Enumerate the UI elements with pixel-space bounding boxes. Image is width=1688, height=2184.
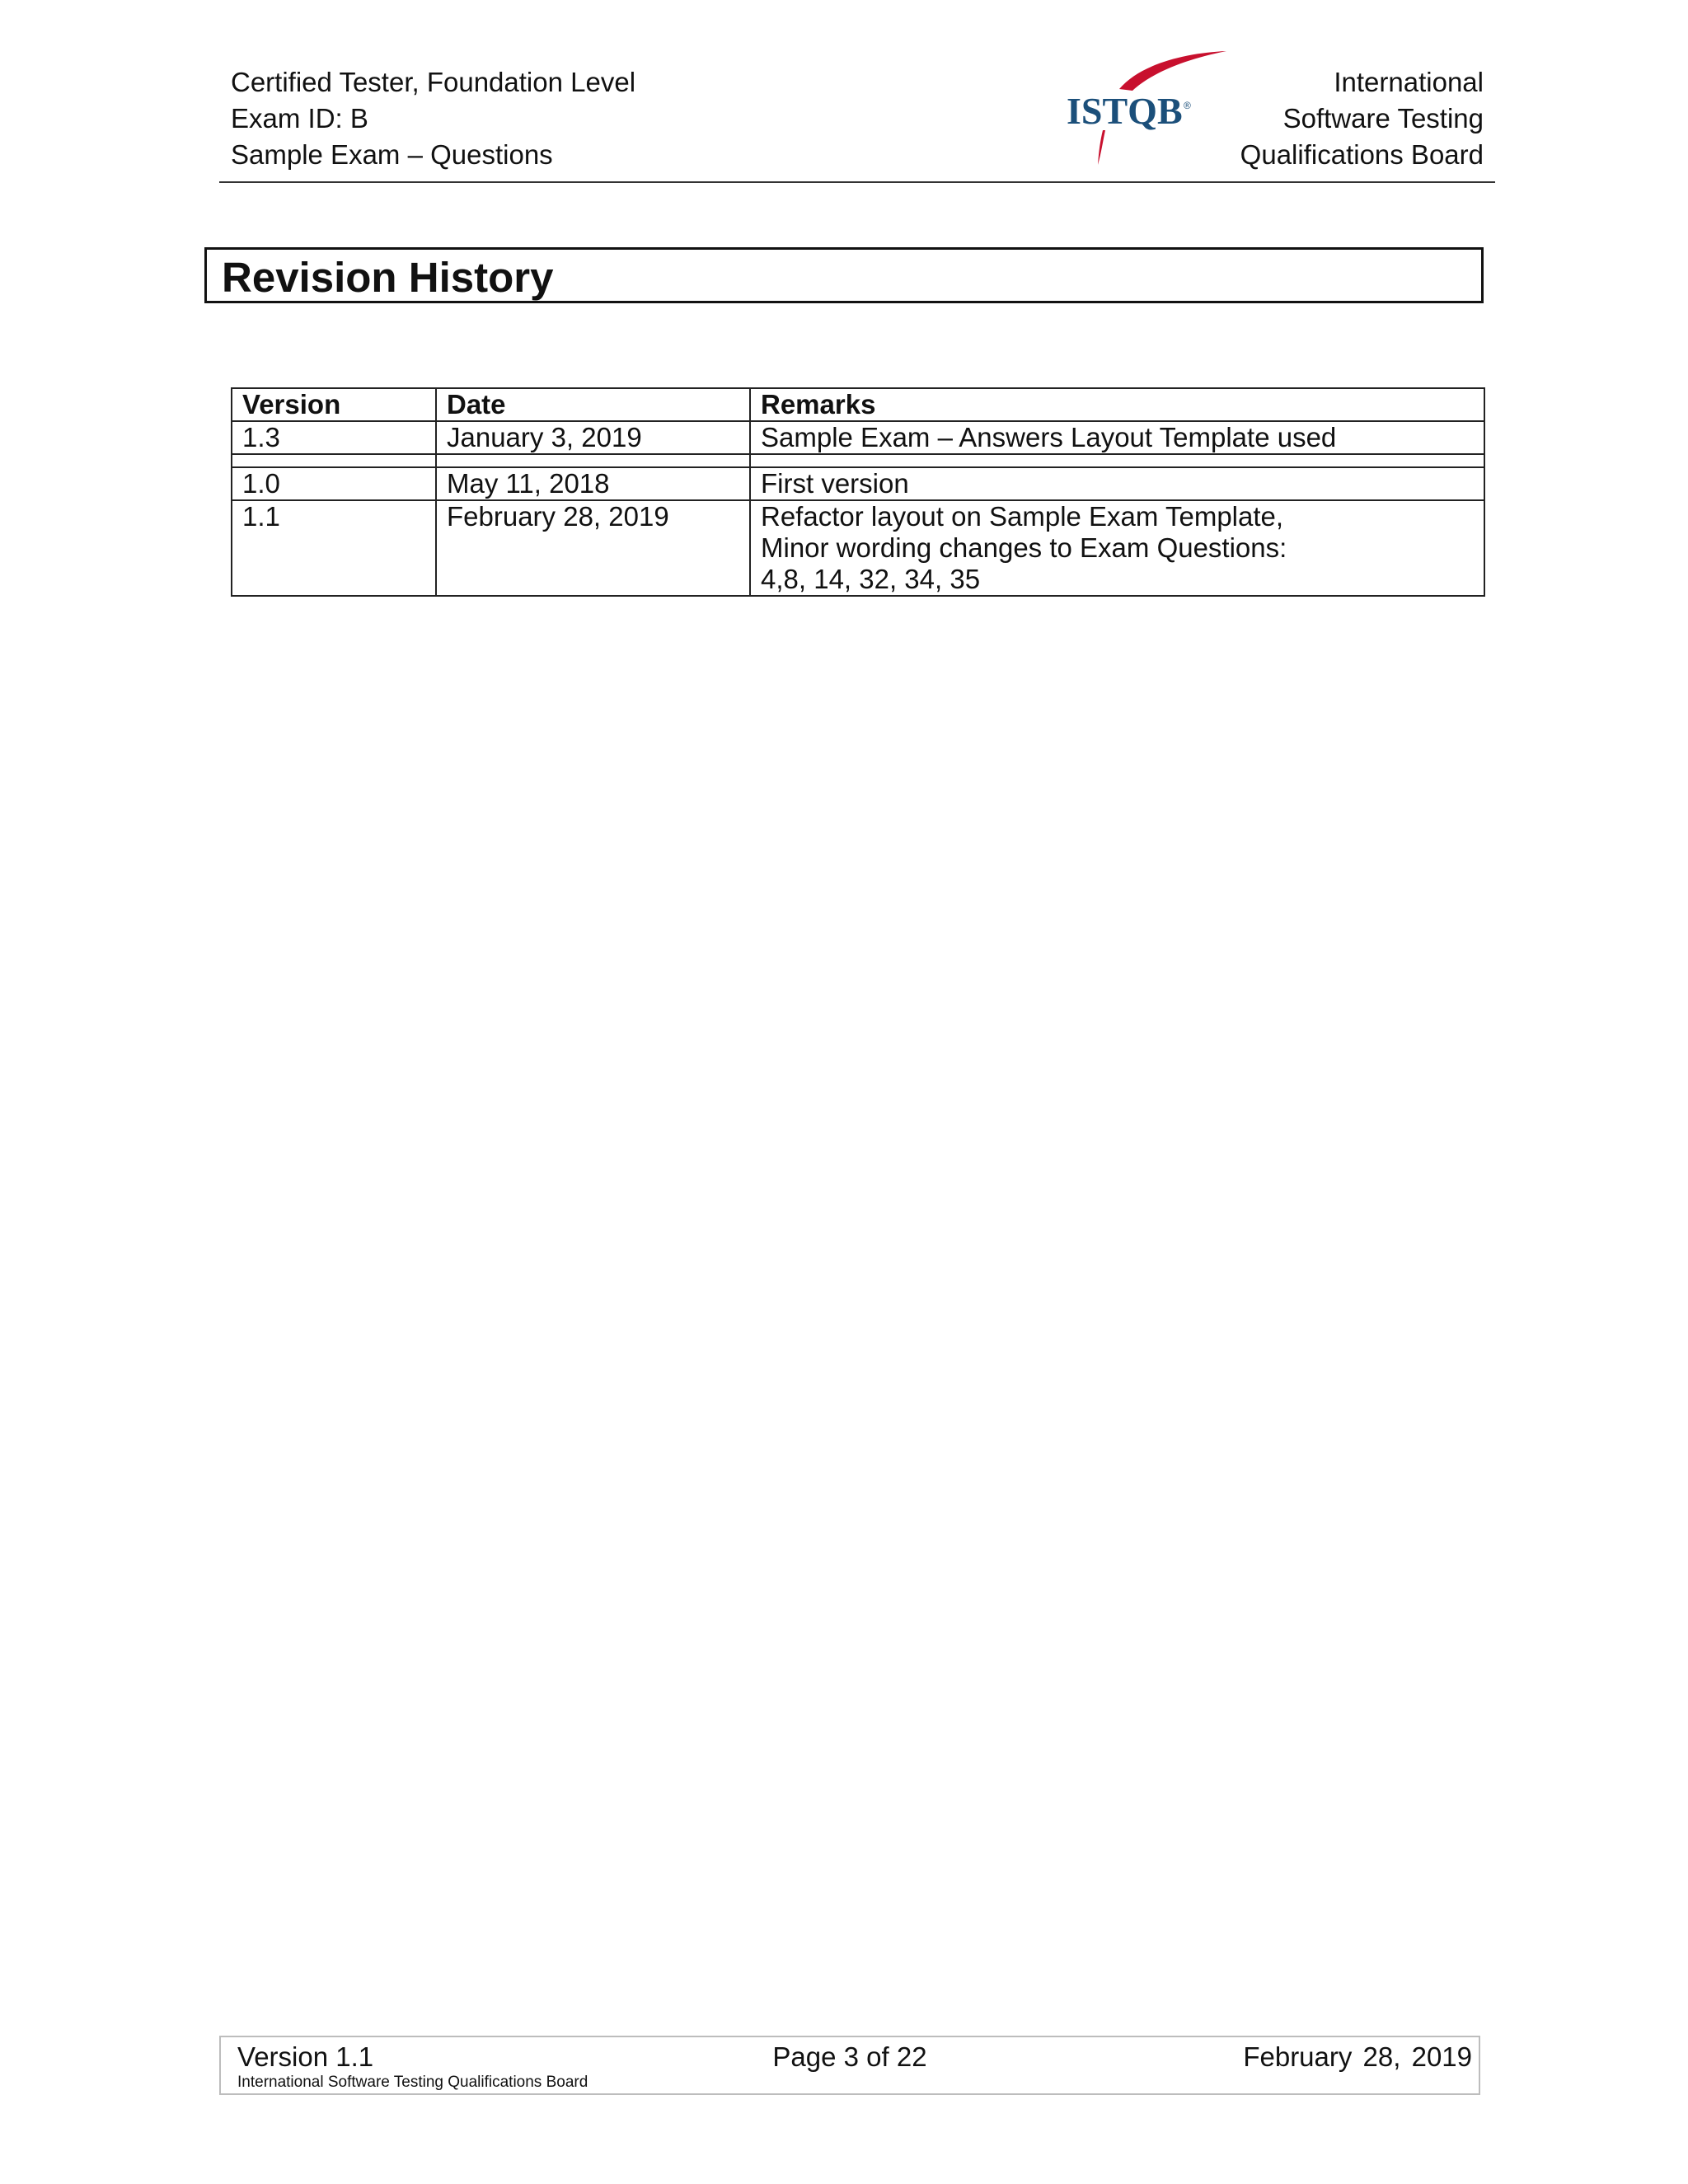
revision-history-table: [231, 387, 1485, 597]
header-right-line-1: International: [1334, 67, 1484, 97]
remark-line: Sample Exam – Answers Layout Template used: [761, 422, 1337, 452]
footer-version: Version 1.1: [237, 2041, 374, 2072]
cell-remarks: [750, 467, 1484, 500]
cell-remarks: [750, 500, 1484, 596]
cell-version: 1.0: [232, 467, 436, 500]
table-row-empty: [232, 454, 1484, 467]
table-row: [232, 467, 1484, 500]
header-left-line-2: Exam ID: B: [231, 103, 368, 134]
cell-remarks: [750, 421, 1484, 454]
header-version: Version: [232, 388, 436, 421]
remark-line: Minor wording changes to Exam Questions:: [761, 532, 1287, 563]
cell-version: 1.1: [232, 500, 436, 596]
header-divider: [219, 181, 1495, 183]
istqb-logo-icon: [1062, 48, 1243, 171]
cell-date: February 28, 2019: [436, 500, 750, 596]
section-title: Revision History: [222, 254, 554, 301]
table-row: [232, 500, 1484, 596]
table-header-row: [232, 388, 1484, 421]
header-date: Date: [436, 388, 750, 421]
remark-line: Refactor layout on Sample Exam Template,: [761, 501, 1284, 532]
footer-organization: International Software Testing Qualifications Board: [237, 2074, 588, 2091]
header-left-line-1: Certified Tester, Foundation Level: [231, 67, 636, 97]
footer-date: February 28, 2019: [1243, 2041, 1472, 2072]
cell-date: [436, 454, 750, 467]
remark-line: First version: [761, 468, 909, 499]
istqb-logo: [1062, 48, 1243, 171]
cell-remarks: [750, 454, 1484, 467]
header-left: [231, 64, 635, 173]
header-remarks: Remarks: [750, 388, 1484, 421]
cell-date: January 3, 2019: [436, 421, 750, 454]
header-right-line-2: Software Testing: [1282, 103, 1484, 134]
header-right-line-3: Qualifications Board: [1240, 139, 1484, 170]
header-right: [1240, 64, 1484, 173]
cell-version: 1.3: [232, 421, 436, 454]
logo-registered-mark: ®: [1184, 100, 1191, 111]
header-left-line-3: Sample Exam – Questions: [231, 139, 553, 170]
cell-version: [232, 454, 436, 467]
logo-text: ISTQB: [1067, 90, 1183, 132]
cell-date: May 11, 2018: [436, 467, 750, 500]
footer-page-number: Page 3 of 22: [772, 2041, 927, 2072]
logo-swoosh-tail: [1098, 130, 1105, 165]
section-heading-box: [204, 247, 1484, 303]
page-footer: [219, 2036, 1480, 2095]
table-row: [232, 421, 1484, 454]
remark-line: 4,8, 14, 32, 34, 35: [761, 564, 981, 594]
logo-swoosh-top: [1119, 51, 1226, 91]
